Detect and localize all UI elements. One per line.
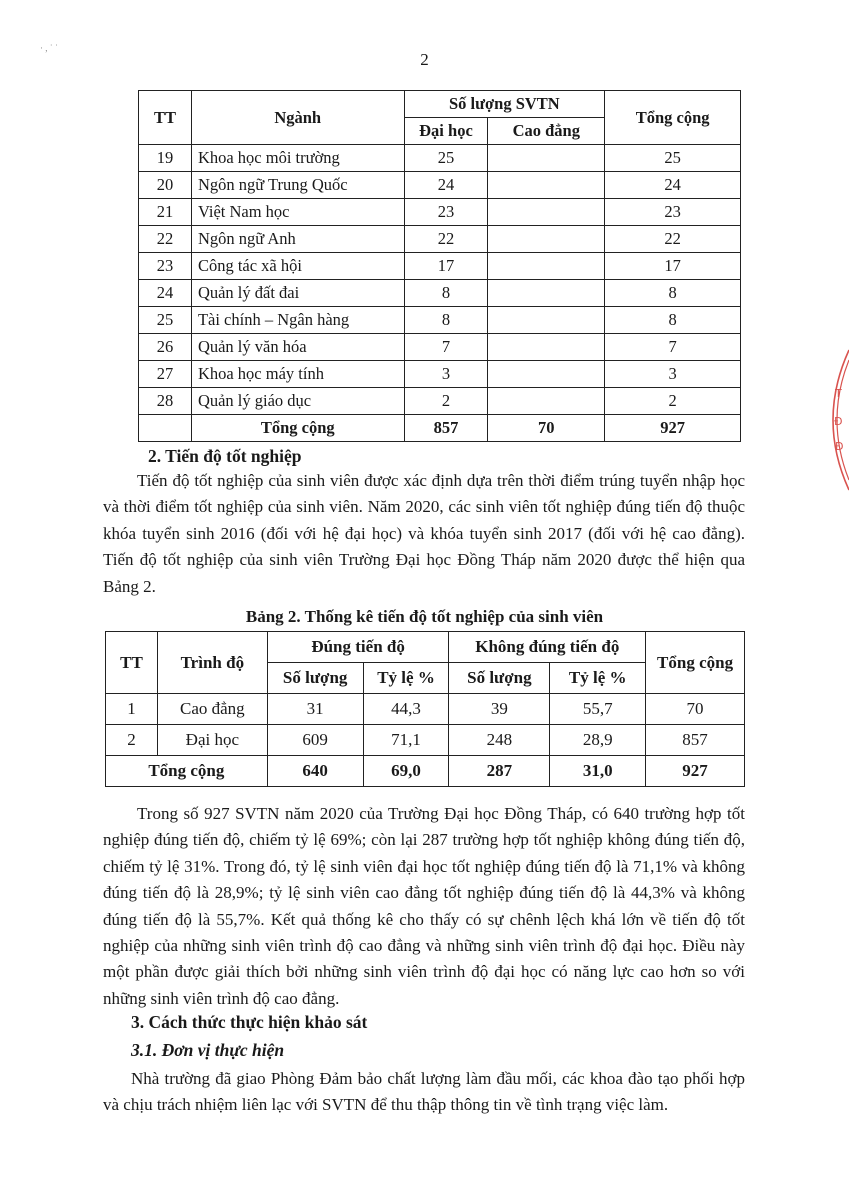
table-row xyxy=(139,253,741,280)
header-so-luong: Số lượng xyxy=(267,663,363,694)
header-ty-le: Tỷ lệ % xyxy=(363,663,449,694)
row-khong-so-luong: 39 xyxy=(449,694,550,725)
row-tt: 19 xyxy=(139,145,192,172)
total-tt xyxy=(139,415,192,442)
header-khong-dung-tien-do: Không đúng tiến độ xyxy=(449,632,646,663)
table-row xyxy=(106,694,745,725)
row-nganh: Khoa học máy tính xyxy=(191,361,404,388)
row-cao-dang xyxy=(488,334,605,361)
row-dai-hoc: 8 xyxy=(404,280,488,307)
row-dung-so-luong: 609 xyxy=(267,725,363,756)
table-row xyxy=(139,280,741,307)
total-label: Tổng cộng xyxy=(106,756,268,787)
table-row xyxy=(139,199,741,226)
row-tong: 7 xyxy=(605,334,741,361)
page-number: 2 xyxy=(420,50,429,69)
row-tt: 28 xyxy=(139,388,192,415)
row-nganh: Khoa học môi trường xyxy=(191,145,404,172)
row-tt: 23 xyxy=(139,253,192,280)
row-cao-dang xyxy=(488,172,605,199)
row-nganh: Ngôn ngữ Anh xyxy=(191,226,404,253)
header-nganh: Ngành xyxy=(191,91,404,145)
table-row xyxy=(139,334,741,361)
total-khong-so-luong: 287 xyxy=(449,756,550,787)
row-dung-ty-le: 44,3 xyxy=(363,694,449,725)
header-trinh-do: Trình độ xyxy=(157,632,267,694)
row-tt: 1 xyxy=(106,694,158,725)
row-tt: 26 xyxy=(139,334,192,361)
scan-artifact: · , ˙ ˙ xyxy=(40,43,58,53)
row-tong: 8 xyxy=(605,280,741,307)
graduation-progress-table xyxy=(105,631,745,787)
row-tong: 17 xyxy=(605,253,741,280)
row-dai-hoc: 22 xyxy=(404,226,488,253)
section-3-1-paragraph: Nhà trường đã giao Phòng Đảm bảo chất lượng làm đầu mối, các khoa đào tạo phối hợp và chịu trách nhiệm liên lạc với SVTN để thu thập thông tin về tình trạng việc làm. xyxy=(103,1069,745,1115)
header-tt: TT xyxy=(139,91,192,145)
row-tong: 24 xyxy=(605,172,741,199)
total-tong: 927 xyxy=(646,756,745,787)
svg-text:T: T xyxy=(835,387,842,400)
row-dai-hoc: 17 xyxy=(404,253,488,280)
red-stamp-edge xyxy=(815,345,849,495)
table-2-analysis-paragraph: Trong số 927 SVTN năm 2020 của Trường Đại học Đồng Tháp, có 640 trường hợp tốt nghiệp đúng tiến độ, chiếm tỷ lệ 69%; còn lại 287 trường hợp tốt nghiệp không đúng tiến độ, chiếm tỷ lệ 31%. Trong đó, tỷ lệ sinh viên đại học tốt nghiệp đúng tiến độ là 71,1% và không đúng tiến độ là 28,9%; tỷ lệ sinh viên cao đẳng tốt nghiệp đúng tiến độ là 44,3% và không đúng tiến độ là 55,7%. Kết quả thống kê cho thấy có sự chênh lệch khá lớn về tiến độ tốt nghiệp của những sinh viên trình độ cao đẳng và những sinh viên trình độ đại học. Điều này một phần được giải thích bởi những sinh viên trình độ đại học có năng lực cao hơn so với những sinh viên trình độ cao đẳng. xyxy=(103,804,745,1008)
total-dung-so-luong: 640 xyxy=(267,756,363,787)
row-tong: 2 xyxy=(605,388,741,415)
table-row xyxy=(139,307,741,334)
total-tong: 927 xyxy=(605,415,741,442)
row-dai-hoc: 24 xyxy=(404,172,488,199)
svg-text:Đ: Đ xyxy=(835,440,844,453)
row-tt: 24 xyxy=(139,280,192,307)
total-dai-hoc: 857 xyxy=(404,415,488,442)
row-cao-dang xyxy=(488,226,605,253)
graduates-by-major-table xyxy=(138,90,741,442)
row-dung-so-luong: 31 xyxy=(267,694,363,725)
row-tong: 22 xyxy=(605,226,741,253)
table-2-caption: Bảng 2. Thống kê tiến độ tốt nghiệp của sinh viên xyxy=(245,607,604,626)
row-dai-hoc: 2 xyxy=(404,388,488,415)
row-cao-dang xyxy=(488,307,605,334)
header-so-luong: Số lượng SVTN xyxy=(404,91,605,118)
row-cao-dang xyxy=(488,199,605,226)
row-nganh: Tài chính – Ngân hàng xyxy=(191,307,404,334)
table-row xyxy=(139,145,741,172)
total-cao-dang: 70 xyxy=(488,415,605,442)
header-cao-dang: Cao đẳng xyxy=(488,118,605,145)
row-tt: 25 xyxy=(139,307,192,334)
row-tong: 70 xyxy=(646,694,745,725)
row-cao-dang xyxy=(488,280,605,307)
row-dai-hoc: 23 xyxy=(404,199,488,226)
row-tong: 23 xyxy=(605,199,741,226)
row-khong-ty-le: 55,7 xyxy=(550,694,646,725)
section-3-1-heading: 3.1. Đơn vị thực hiện xyxy=(131,1040,285,1060)
table-row xyxy=(139,361,741,388)
row-nganh: Quản lý đất đai xyxy=(191,280,404,307)
svg-text:Đ: Đ xyxy=(834,415,843,428)
row-tong: 25 xyxy=(605,145,741,172)
row-dai-hoc: 7 xyxy=(404,334,488,361)
row-nganh: Việt Nam học xyxy=(191,199,404,226)
header-tong-cong: Tổng cộng xyxy=(605,91,741,145)
row-nganh: Quản lý giáo dục xyxy=(191,388,404,415)
table-row xyxy=(139,226,741,253)
row-tt: 2 xyxy=(106,725,158,756)
row-tt: 20 xyxy=(139,172,192,199)
section-3-heading: 3. Cách thức thực hiện khảo sát xyxy=(131,1012,368,1032)
row-tt: 21 xyxy=(139,199,192,226)
row-cao-dang xyxy=(488,388,605,415)
section-2-heading: 2. Tiến độ tốt nghiệp xyxy=(148,446,302,466)
row-dai-hoc: 25 xyxy=(404,145,488,172)
row-khong-so-luong: 248 xyxy=(449,725,550,756)
row-tong: 8 xyxy=(605,307,741,334)
row-trinh-do: Đại học xyxy=(157,725,267,756)
row-cao-dang xyxy=(488,361,605,388)
row-tt: 22 xyxy=(139,226,192,253)
table-row xyxy=(139,172,741,199)
header-dai-hoc: Đại học xyxy=(404,118,488,145)
row-tong: 3 xyxy=(605,361,741,388)
header-tong-cong: Tổng cộng xyxy=(646,632,745,694)
total-khong-ty-le: 31,0 xyxy=(550,756,646,787)
total-dung-ty-le: 69,0 xyxy=(363,756,449,787)
total-label: Tổng cộng xyxy=(191,415,404,442)
table-row xyxy=(139,388,741,415)
row-nganh: Công tác xã hội xyxy=(191,253,404,280)
row-trinh-do: Cao đẳng xyxy=(157,694,267,725)
row-dung-ty-le: 71,1 xyxy=(363,725,449,756)
table-row xyxy=(106,725,745,756)
row-cao-dang xyxy=(488,253,605,280)
header-dung-tien-do: Đúng tiến độ xyxy=(267,632,449,663)
header-tt: TT xyxy=(106,632,158,694)
row-dai-hoc: 3 xyxy=(404,361,488,388)
row-khong-ty-le: 28,9 xyxy=(550,725,646,756)
row-cao-dang xyxy=(488,145,605,172)
section-2-paragraph: Tiến độ tốt nghiệp của sinh viên được xác định dựa trên thời điểm trúng tuyển nhập học và thời điểm tốt nghiệp của sinh viên. Năm 2020, các sinh viên tốt nghiệp đúng tiến độ thuộc khóa tuyển sinh 2016 (đối với hệ đại học) và khóa tuyển sinh 2017 (đối với hệ cao đẳng). Tiến độ tốt nghiệp của sinh viên Trường Đại học Đồng Tháp năm 2020 được thể hiện qua Bảng 2. xyxy=(103,471,745,596)
row-nganh: Ngôn ngữ Trung Quốc xyxy=(191,172,404,199)
row-nganh: Quản lý văn hóa xyxy=(191,334,404,361)
header-so-luong: Số lượng xyxy=(449,663,550,694)
row-tt: 27 xyxy=(139,361,192,388)
row-dai-hoc: 8 xyxy=(404,307,488,334)
row-tong: 857 xyxy=(646,725,745,756)
header-ty-le: Tỷ lệ % xyxy=(550,663,646,694)
